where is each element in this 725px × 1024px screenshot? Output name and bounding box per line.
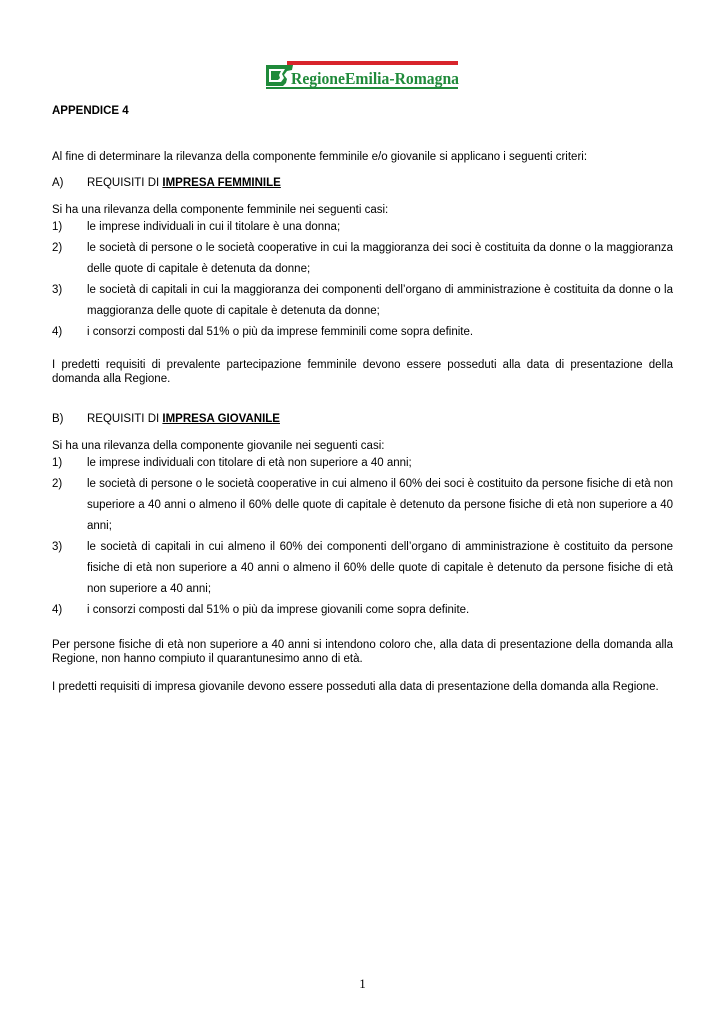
list-item-text: le imprese individuali in cui il titolare è una donna; [87,221,341,233]
section-b-note-requirements: I predetti requisiti di impresa giovanile devono essere posseduti alla data di presentazione della domanda alla Regione. [52,681,659,693]
section-b-note-age: Per persone fisiche di età non superiore a 40 anni si intendono coloro che, alla data di presentazione della domanda alla Regione, non hanno compiuto il quarantunesimo anno di età. [52,639,673,665]
list-item [52,217,673,238]
list-item [52,474,673,537]
section-b-lead: Si ha una rilevanza della componente giovanile nei seguenti casi: [52,440,385,452]
section-b-title [52,412,673,426]
section-a-letter: A) [52,177,64,189]
section-a-note: I predetti requisiti di prevalente partecipazione femminile devono essere posseduti alla data di presentazione della domanda alla Regione. [52,359,673,385]
list-item-text: le società di capitali in cui almeno il 60% dei componenti dell’organo di amministrazione è costituito da persone fisiche di età non superiore a 40 anni o almeno il 60% delle quote di capitale è detenuto da persone fisiche di età non superiore a 40 anni; [87,541,673,595]
section-a-emphasis: IMPRESA FEMMINILE [162,177,281,189]
intro-paragraph: Al fine di determinare la rilevanza della componente femminile e/o giovanile si applicano i seguenti criteri: [52,151,588,163]
list-item-text: i consorzi composti dal 51% o più da imprese femminili come sopra definite. [87,326,474,338]
list-item-number: 2) [52,242,63,254]
section-a-lead: Si ha una rilevanza della componente femminile nei seguenti casi: [52,204,389,216]
section-b-letter: B) [52,413,64,425]
list-item-number: 2) [52,478,63,490]
region-logo-graphic [265,61,460,91]
list-item [52,322,673,343]
list-item-text: le società di persone o le società cooperative in cui almeno il 60% dei soci è costituito da persone fisiche di età non superiore a 40 anni o almeno il 60% delle quote di capitale è detenuto da persone fisiche di età non superiore a 40 anni; [87,478,673,532]
section-b-emphasis: IMPRESA GIOVANILE [162,413,280,425]
document-body [52,104,673,694]
region-logo [265,61,460,91]
list-item-number: 4) [52,326,63,338]
list-item-number: 3) [52,541,63,553]
list-item [52,280,673,322]
list-item-number: 4) [52,604,63,616]
list-item-text: le società di persone o le società cooperative in cui la maggioranza dei soci è costituita da donne o la maggioranza delle quote di capitale è detenuta da donne; [87,242,673,275]
list-item-text: le imprese individuali con titolare di età non superiore a 40 anni; [87,457,412,469]
section-a-title [52,176,673,190]
section-a-list [52,217,673,343]
page-number: 1 [359,976,366,991]
section-b-list [52,453,673,621]
list-item [52,537,673,600]
list-item [52,453,673,474]
region-logo-text: RegioneEmilia-Romagna [291,69,460,88]
list-item [52,600,673,621]
list-item-number: 1) [52,221,63,233]
list-item [52,238,673,280]
list-item-number: 3) [52,284,63,296]
list-item-number: 1) [52,457,63,469]
list-item-text: le società di capitali in cui la maggioranza dei componenti dell’organo di amministrazione è costituita da donne o la maggioranza delle quote di capitale è detenuta da donne; [87,284,673,317]
section-b-prefix: REQUISITI DI [87,413,163,425]
appendix-title: APPENDICE 4 [52,105,129,117]
list-item-text: i consorzi composti dal 51% o più da imprese giovanili come sopra definite. [87,604,470,616]
section-a-prefix: REQUISITI DI [87,177,163,189]
